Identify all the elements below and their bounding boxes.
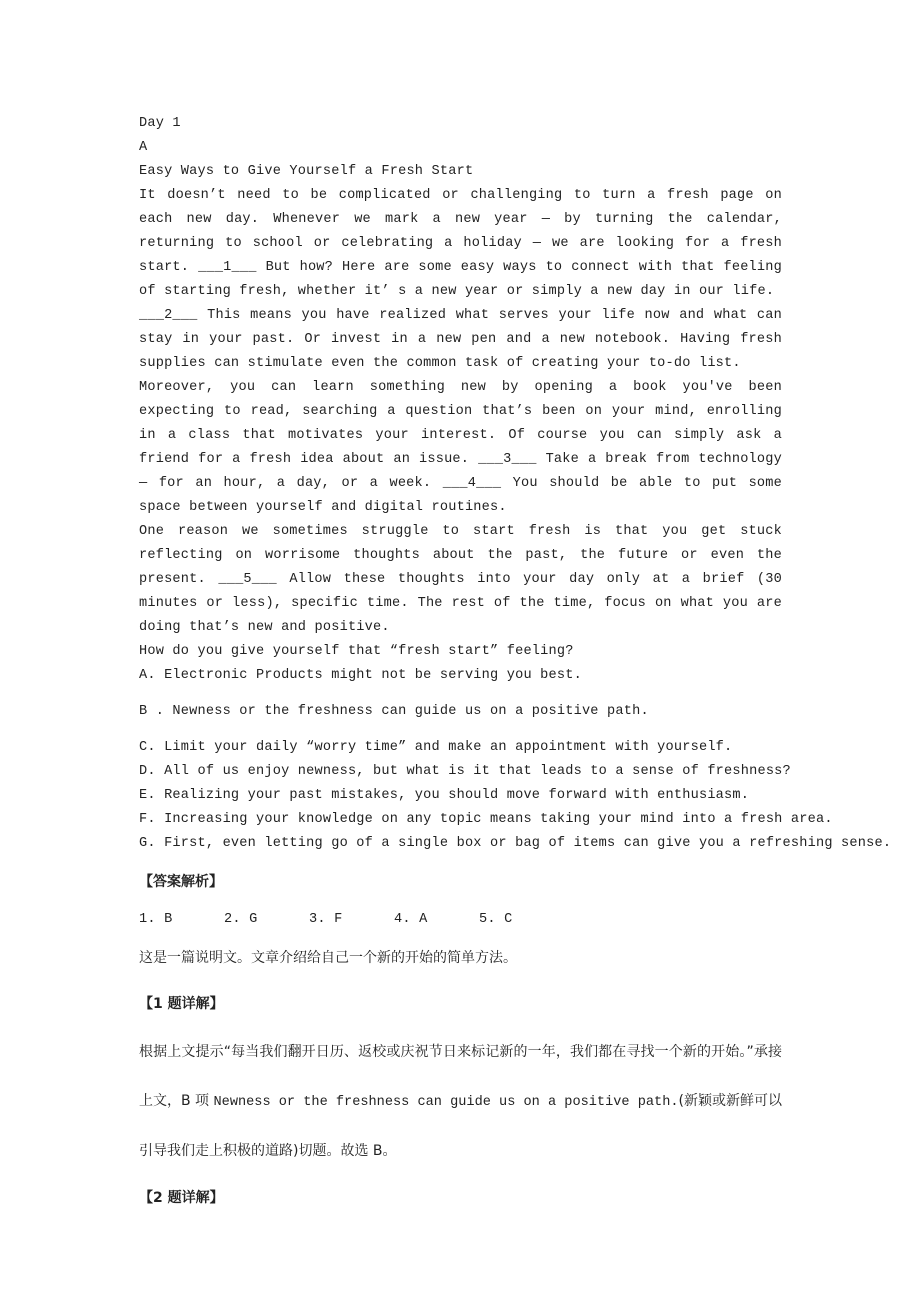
- option-d: D. All of us enjoy newness, but what is it that leads to a sense of freshness?: [139, 764, 791, 779]
- passage-paragraph-3: Moreover, you can learn something new by opening a book you've been expecting to read, searching a question that’s been on your mind, enrolling in a class that motivates your interest. Of course you can simply ask a friend for a fresh idea about an issue. ___3___ Take a break from technology — for an hour, a day, or a week. ___4___ You should be able to put some space between yourself and digital routines.: [139, 380, 782, 515]
- q1-explanation-part2: (新颖或新鲜可以引导我们走上积极的道路)切题。故选 B。: [139, 1093, 782, 1159]
- option-f: F. Increasing your knowledge on any topic means taking your mind into a fresh area.: [139, 812, 833, 827]
- passage-question: How do you give yourself that “fresh start” feeling?: [139, 644, 574, 659]
- q1-explanation: [139, 1028, 782, 1176]
- answer-1: 1. B: [139, 912, 173, 927]
- day-label: Day 1: [139, 116, 181, 131]
- section-label: A: [139, 140, 148, 155]
- answer-analysis-heading: 【答案解析】: [139, 874, 223, 890]
- q1-quoted-option: Newness or the freshness can guide us on a positive path.: [213, 1095, 679, 1110]
- passage-paragraph-4: One reason we sometimes struggle to start fresh is that you get stuck reflecting on worrisome thoughts about the past, the future or even the present. ___5___ Allow these thoughts into your day only at a brief (30 minutes or less), specific time. The rest of the time, focus on what you are doing that’s new and positive.: [139, 524, 782, 635]
- document-content: [139, 112, 892, 1210]
- answer-3: 3. F: [309, 912, 343, 927]
- option-g: G. First, even letting go of a single box or bag of items can give you a refreshing sense.: [139, 836, 892, 851]
- passage-paragraph-2: ___2___ This means you have realized what serves your life now and what can stay in your past. Or invest in a new pen and a new notebook. Having fresh supplies can stimulate even the common task of creating your to-do list.: [139, 308, 782, 371]
- option-c: C. Limit your daily “worry time” and make an appointment with yourself.: [139, 740, 733, 755]
- passage-title: Easy Ways to Give Yourself a Fresh Start: [139, 164, 474, 179]
- q1-explanation-part1: 根据上文提示“每当我们翻开日历、返校或庆祝节日来标记新的一年，我们都在寻找一个新的开始。”承接上文，B 项: [139, 1044, 782, 1109]
- option-a: A. Electronic Products might not be serving you best.: [139, 668, 582, 683]
- passage-summary: 这是一篇说明文。文章介绍给自己一个新的开始的简单方法。: [139, 950, 517, 966]
- q2-heading: 【2 题详解】: [139, 1190, 224, 1206]
- answer-2: 2. G: [224, 912, 258, 927]
- answer-5: 5. C: [479, 912, 513, 927]
- passage-paragraph-1: It doesn’t need to be complicated or challenging to turn a fresh page on each new day. Whenever we mark a new year — by turning the calendar, returning to school or celebrating a holiday — we are looking for a fresh start. ___1___ But how? Here are some easy ways to connect with that feeling of starting fresh, whether it’ s a new year or simply a new day in our life.: [139, 188, 782, 299]
- option-e: E. Realizing your past mistakes, you should move forward with enthusiasm.: [139, 788, 750, 803]
- option-b: B . Newness or the freshness can guide us on a positive path.: [139, 704, 649, 719]
- q1-heading: 【1 题详解】: [139, 996, 224, 1012]
- answer-key: [139, 908, 782, 932]
- answer-4: 4. A: [394, 912, 428, 927]
